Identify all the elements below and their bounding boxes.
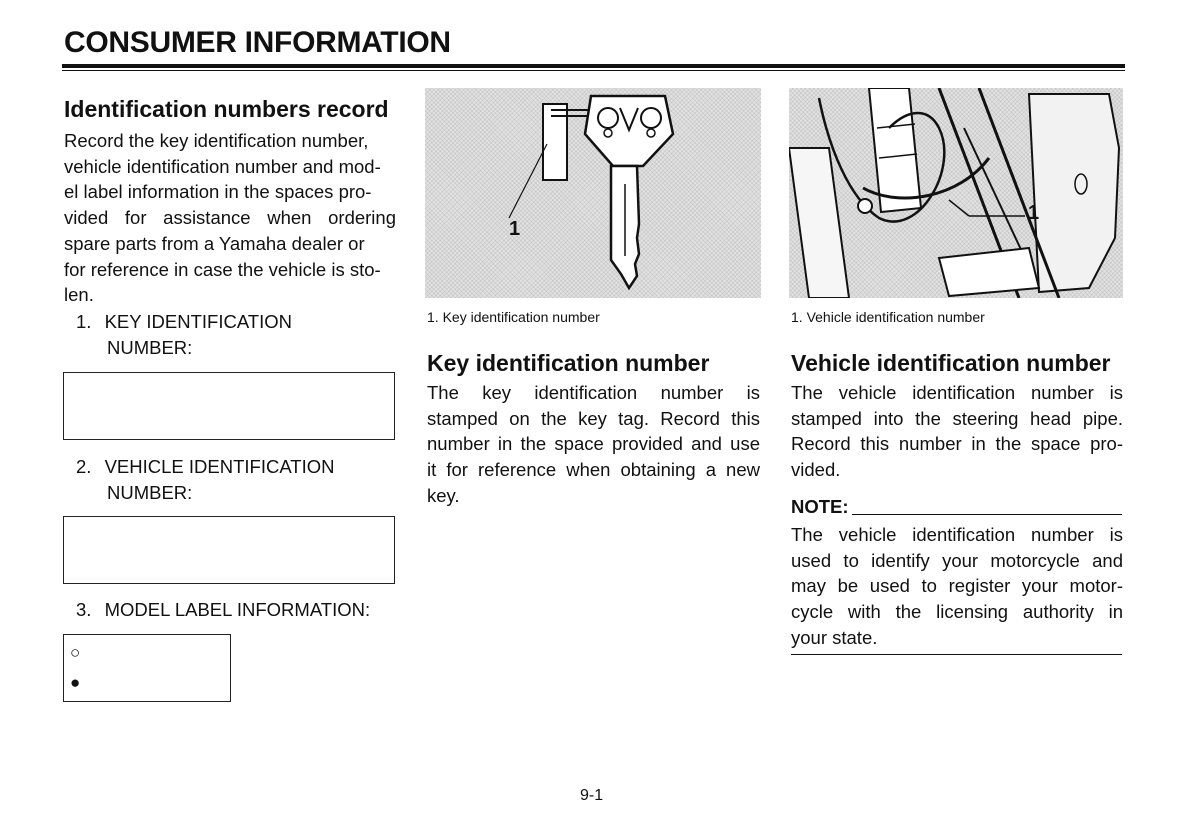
open-circle-icon: ○ [70, 643, 81, 662]
list-item-vehicle-number [76, 454, 334, 480]
body-line: Record this number in the space pro- [791, 433, 1123, 455]
note-body [791, 522, 1123, 651]
intro-line: vided for assistance when ordering [64, 207, 396, 229]
item-number: 2. [76, 456, 92, 477]
intro-line: len. [64, 284, 94, 306]
filled-circle-icon: ● [70, 673, 81, 692]
body-line: The key identification number is [427, 382, 760, 403]
model-label-entry-box[interactable] [63, 634, 231, 702]
note-line: used to identify your motorcycle and [791, 549, 1123, 571]
intro-line: for reference in case the vehicle is sto- [64, 258, 381, 280]
note-line: cycle with the licensing authority in [791, 601, 1123, 623]
key-figure-callout: 1 [509, 218, 521, 240]
body-line: number in the space provided and use [427, 433, 760, 455]
intro-line: el label information in the spaces pro- [64, 181, 372, 203]
title-rule-thin [62, 70, 1125, 71]
page-number: 9-1 [580, 787, 604, 804]
identification-record-intro [64, 128, 396, 308]
body-line: stamped into the steering head pipe. [791, 407, 1123, 429]
body-line: it for reference when obtaining a new [427, 459, 760, 481]
page-title: CONSUMER INFORMATION [64, 26, 451, 59]
item-label: VEHICLE IDENTIFICATION [104, 456, 335, 477]
vin-body [791, 380, 1123, 483]
intro-line: Record the key identification number, [64, 130, 369, 151]
item-label-continued: NUMBER: [107, 482, 193, 503]
key-number-entry-box[interactable] [63, 372, 395, 440]
body-line: The vehicle identification number is [791, 382, 1123, 403]
key-illustration [425, 88, 761, 298]
steering-head-illustration [789, 88, 1123, 298]
key-figure [425, 88, 761, 298]
vin-figure-caption: 1. Vehicle identification number [791, 309, 985, 325]
item-number: 1. [76, 311, 92, 332]
item-label: KEY IDENTIFICATION [104, 311, 292, 332]
body-line: key. [427, 484, 460, 506]
item-number: 3. [76, 599, 92, 620]
list-item-key-number [76, 309, 292, 335]
steering-head-figure [789, 88, 1123, 298]
note-heading: NOTE: [791, 496, 849, 517]
identification-record-heading: Identification numbers record [64, 96, 389, 122]
note-top-rule [852, 514, 1122, 515]
key-figure-caption: 1. Key identification number [427, 309, 600, 325]
item-label: MODEL LABEL INFORMATION: [104, 599, 371, 620]
key-number-body [427, 380, 760, 509]
vin-heading: Vehicle identification number [791, 350, 1111, 376]
item-label-continued: NUMBER: [107, 337, 193, 358]
body-line: vided. [791, 459, 841, 481]
note-bottom-rule [791, 654, 1122, 655]
body-line: stamped on the key tag. Record this [427, 407, 760, 429]
intro-line: vehicle identification number and mod- [64, 155, 381, 177]
vin-figure-callout: 1 [1028, 202, 1040, 224]
vehicle-number-entry-box[interactable] [63, 516, 395, 584]
key-number-heading: Key identification number [427, 350, 710, 376]
note-line: The vehicle identification number is [791, 524, 1123, 545]
intro-line: spare parts from a Yamaha dealer or [64, 232, 365, 254]
note-line: your state. [791, 626, 878, 648]
note-line: may be used to register your motor- [791, 575, 1123, 597]
list-item-model-label [76, 597, 370, 623]
title-rule [62, 64, 1125, 68]
